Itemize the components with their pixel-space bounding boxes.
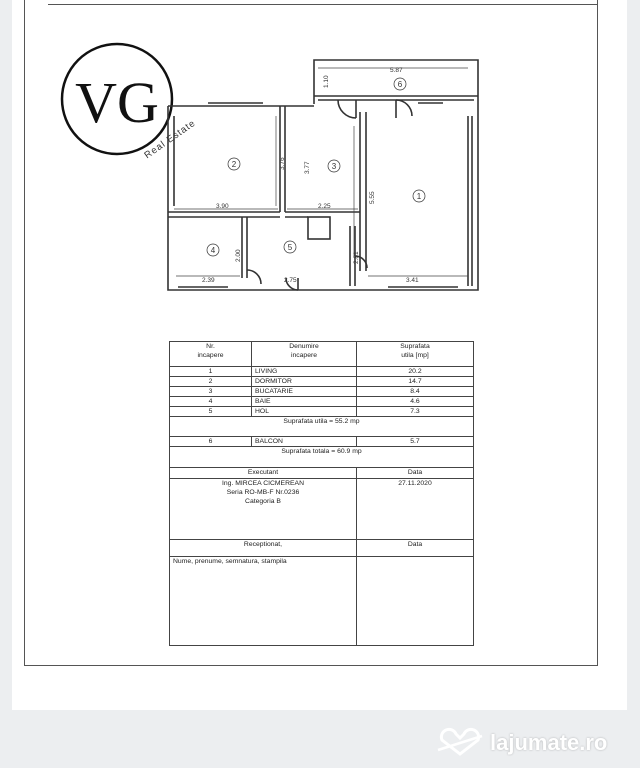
receptionat-body-row: Nume, prenume, semnatura, stampila xyxy=(170,557,474,646)
balcony-row: 6 BALCON 5.7 xyxy=(170,437,474,447)
room-label-2: 2 xyxy=(231,160,237,169)
room-label-3: 3 xyxy=(331,162,337,171)
executant-date: 27.11.2020 xyxy=(357,479,474,540)
company-logo xyxy=(60,42,199,167)
dim-room2-height: 3.76 xyxy=(279,157,286,170)
dim-room1-height: 5.55 xyxy=(369,191,376,204)
dim-bath-height: 2.00 xyxy=(235,249,242,262)
watermark-text: lajumate.ro xyxy=(490,730,608,755)
table-header-row xyxy=(170,342,474,367)
room-label-1: 1 xyxy=(416,192,422,201)
table-row: 1 LIVING 20.2 xyxy=(170,367,474,377)
header-name: Denumire incapere xyxy=(252,342,357,367)
executant-body-row xyxy=(170,479,474,540)
dim-room3-height: 3.77 xyxy=(304,161,311,174)
table-row: 3 BUCATARIE 8.4 xyxy=(170,387,474,397)
logo-monogram: VG xyxy=(75,70,159,135)
heart-arrow-icon xyxy=(436,730,484,756)
dim-room2-width: 3.90 xyxy=(216,203,229,210)
dim-room1-width: 3.41 xyxy=(406,277,419,284)
dim-bath-width: 2.39 xyxy=(202,277,215,284)
floor-plan xyxy=(168,56,478,296)
executant-category: Categoria B xyxy=(245,498,281,505)
room-label-6: 6 xyxy=(397,80,403,89)
table-row: 2 DORMITOR 14.7 xyxy=(170,377,474,387)
executant-name: Ing. MIRCEA CICMEREAN xyxy=(222,480,304,487)
useful-total-row: Suprafata utila = 55.2 mp xyxy=(170,417,474,437)
receptionat-header-row: Receptionat, Data xyxy=(170,540,474,557)
dim-balcony-width: 5.87 xyxy=(390,67,403,74)
dim-hall-width: 2.75 xyxy=(284,277,297,284)
table-row: 5 HOL 7.3 xyxy=(170,407,474,417)
room-label-4: 4 xyxy=(210,246,216,255)
watermark xyxy=(436,728,607,758)
dim-hall-height: 2.81 xyxy=(353,251,360,264)
header-area: Suprafata utila [mp] xyxy=(357,342,474,367)
rooms-table xyxy=(169,341,474,646)
logo-tagline: Real Estate xyxy=(142,117,199,162)
executant-series: Seria RO-MB-F Nr.0236 xyxy=(226,489,300,496)
dim-room3-width: 2.25 xyxy=(318,203,331,210)
table-row: 4 BAIE 4.6 xyxy=(170,397,474,407)
header-nr: Nr. incapere xyxy=(170,342,252,367)
room-label-5: 5 xyxy=(287,243,293,252)
grand-total-row: Suprafata totala = 60.9 mp xyxy=(170,447,474,468)
executant-header-row: Executant Data xyxy=(170,468,474,479)
dim-balcony-depth: 1.10 xyxy=(323,75,330,88)
